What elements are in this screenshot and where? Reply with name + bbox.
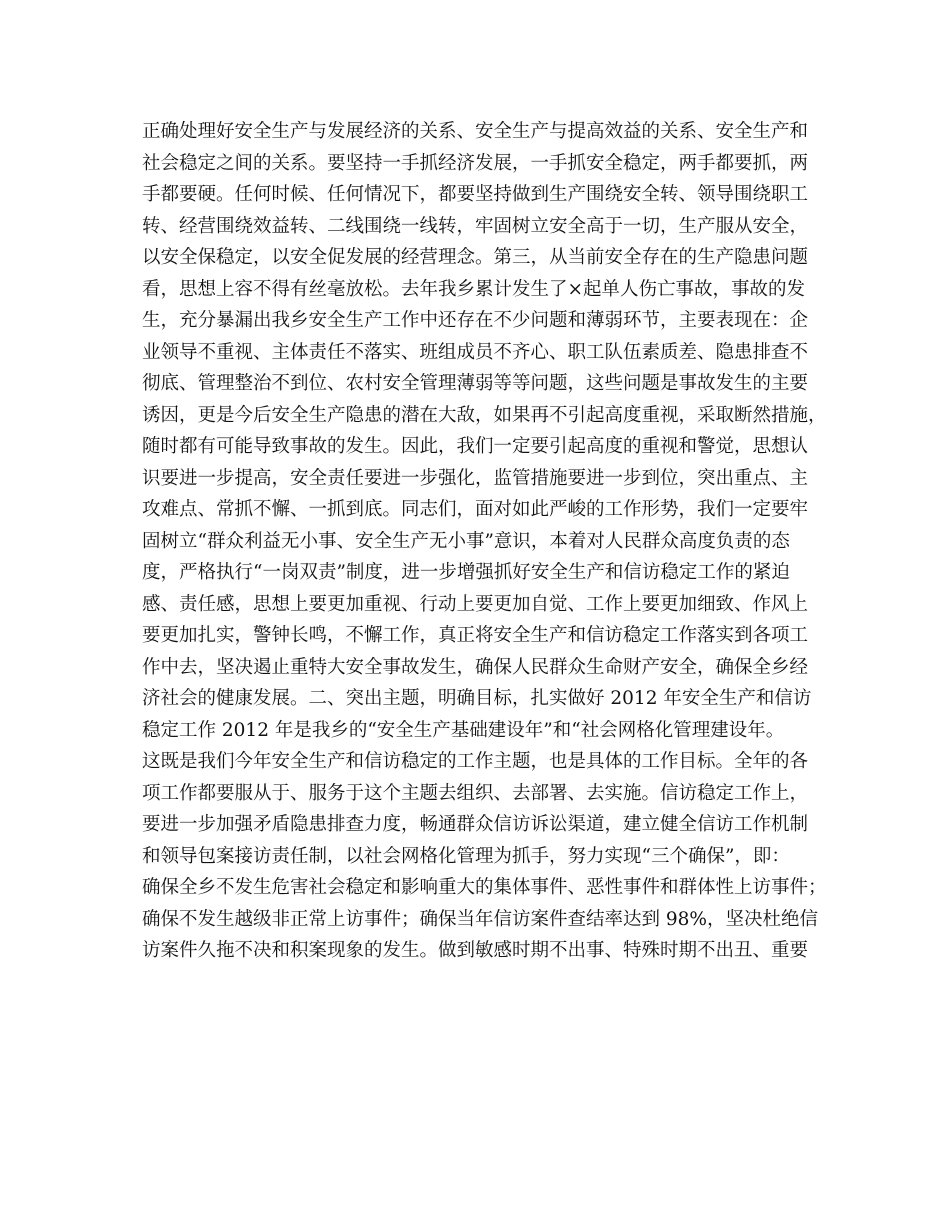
text-line-17: 要更加扎实，警钟长鸣，不懈工作，真正将安全生产和信访稳定工作落实到各项工 (142, 625, 809, 646)
text-line-2: 社会稳定之间的关系。要坚持一手抓经济发展，一手抓安全稳定，两手都要抓，两 (142, 152, 809, 174)
text-line-1: 正确处理好安全生产与发展经济的关系、安全生产与提高效益的关系、安全生产和 (142, 121, 809, 142)
text-line-3: 手都要硬。任何时候、任何情况下，都要坚持做到生产围绕安全转、领导围绕职工 (142, 184, 809, 205)
text-line-9: 彻底、管理整治不到位、农村安全管理薄弱等等问题，这些问题是事故发生的主要 (142, 373, 809, 394)
text-line-14: 固树立“群众利益无小事、安全生产无小事”意识，本着对人民群众高度负责的态 (142, 530, 790, 552)
text-line-8: 业领导不重视、主体责任不落实、班组成员不齐心、职工队伍素质差、隐患排查不 (142, 341, 809, 363)
text-line-6: 看，思想上容不得有丝毫放松。去年我乡累计发生了×起单人伤亡事故，事故的发 (142, 278, 806, 300)
text-line-18: 作中去，坚决遏止重特大安全事故发生，确保人民群众生命财产安全，确保全乡经 (142, 656, 809, 678)
text-line-22: 项工作都要服从于、服务于这个主题去组织、去部署、去实施。信访稳定工作上， (142, 782, 809, 804)
text-line-16: 感、责任感，思想上要更加重视、行动上要更加自觉、工作上要更加细致、作风上 (142, 593, 809, 615)
text-line-26: 确保不发生越级非正常上访事件；确保当年信访案件查结率达到 98%，坚决杜绝信 (142, 908, 819, 930)
text-line-7: 生，充分暴漏出我乡安全生产工作中还存在不少问题和薄弱环节，主要表现在：企 (142, 310, 809, 331)
text-line-4: 转、经营围绕效益转、二线围绕一线转，牢固树立安全高于一切，生产服从安全， (142, 215, 809, 237)
text-line-24: 和领导包案接访责任制，以社会网格化管理为抓手，努力实现“三个确保”，即： (142, 845, 790, 867)
text-line-10: 诱因，更是今后安全生产隐患的潜在大敌，如果再不引起高度重视，采取断然措施， (142, 404, 827, 426)
text-line-5: 以安全保稳定，以安全促发展的经营理念。第三，从当前安全存在的生产隐患问题 (142, 247, 809, 268)
text-line-21: 这既是我们今年安全生产和信访稳定的工作主题，也是具体的工作目标。全年的各 (142, 751, 809, 772)
text-line-25: 确保全乡不发生危害社会稳定和影响重大的集体事件、恶性事件和群体性上访事件； (142, 877, 827, 898)
text-line-23: 要进一步加强矛盾隐患排查力度，畅通群众信访诉讼渠道，建立健全信访工作机制 (142, 814, 809, 835)
text-line-27: 访案件久拖不决和积案现象的发生。做到敏感时期不出事、特殊时期不出丑、重要 (142, 940, 809, 961)
text-line-20: 稳定工作 2012 年是我乡的“安全生产基础建设年”和“社会网格化管理建设年。 (142, 719, 785, 741)
text-line-12: 识要进一步提高，安全责任要进一步强化，监管措施要进一步到位，突出重点、主 (142, 467, 809, 489)
text-line-13: 攻难点、常抓不懈、一抓到底。同志们，面对如此严峻的工作形势，我们一定要牢 (142, 499, 809, 520)
text-line-19: 济社会的健康发展。二、突出主题，明确目标，扎实做好 2012 年安全生产和信访 (142, 688, 812, 709)
text-line-11: 随时都有可能导致事故的发生。因此，我们一定要引起高度的重视和警觉，思想认 (142, 436, 809, 457)
body-text (142, 116, 827, 967)
text-line-15: 度，严格执行“一岗双责”制度，进一步增强抓好安全生产和信访稳定工作的紧迫 (142, 562, 790, 583)
